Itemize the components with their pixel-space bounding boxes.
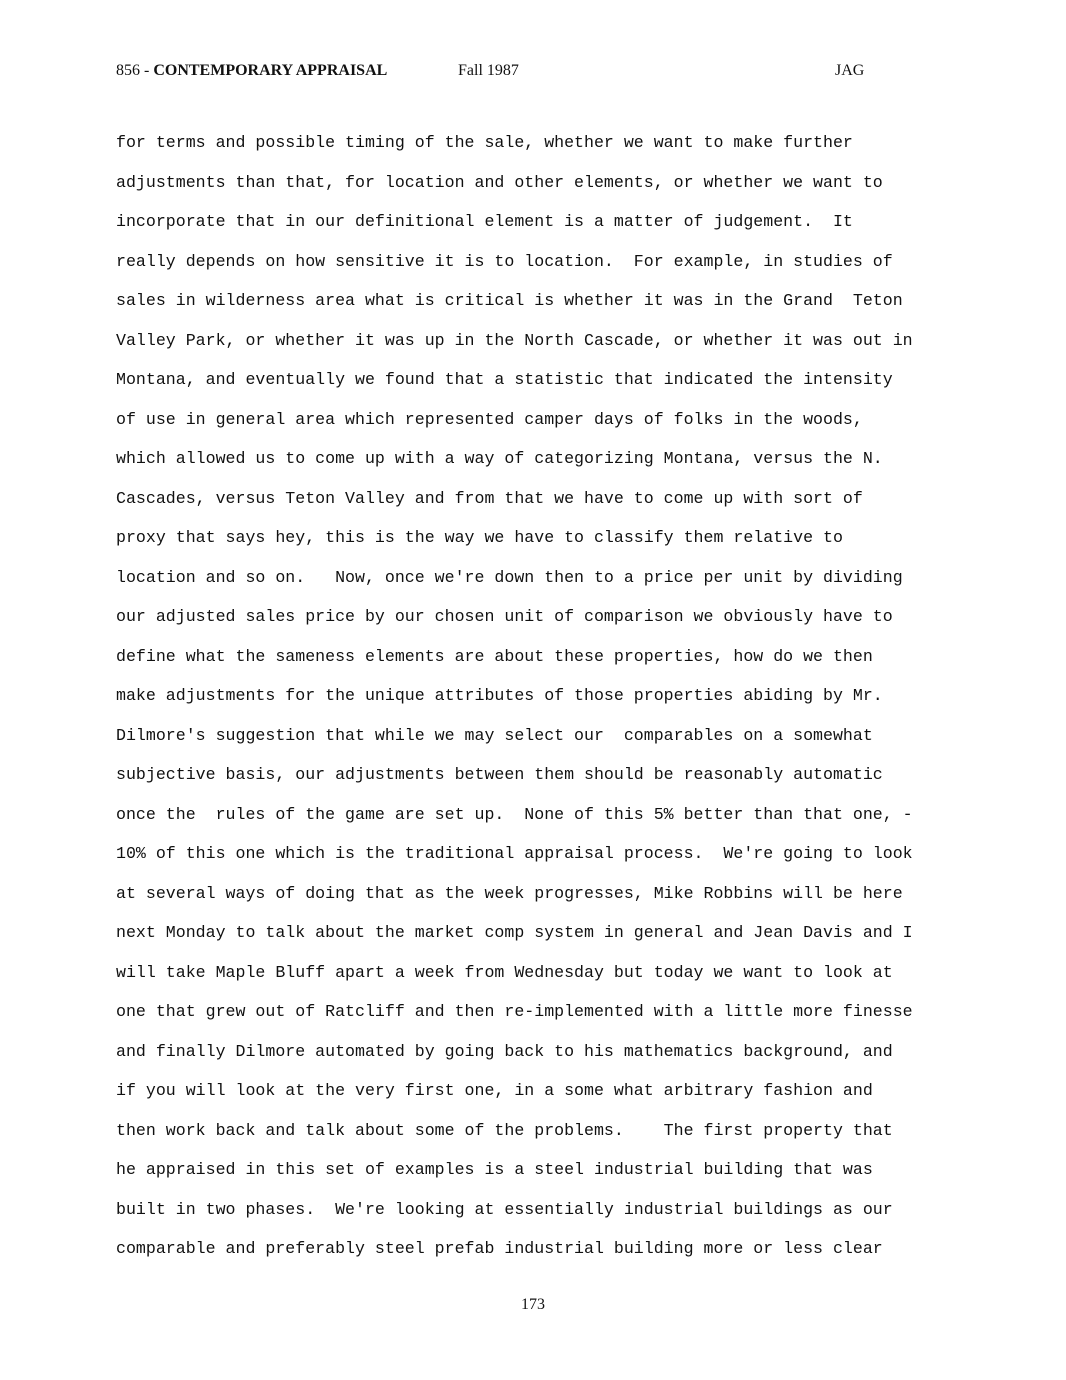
transcript-body (116, 123, 996, 1269)
text-line: next Monday to talk about the market comp system in general and Jean Davis and I (116, 923, 913, 942)
page-number: 173 (521, 1296, 545, 1313)
text-line: of use in general area which represented camper days of folks in the woods, (116, 409, 863, 429)
text-line: which allowed us to come up with a way of categorizing Montana, versus the N. (116, 449, 883, 468)
text-line: built in two phases. We're looking at essentially industrial buildings as our (116, 1199, 893, 1219)
text-line: incorporate that in our definitional element is a matter of judgement. It (116, 212, 853, 231)
text-line: adjustments than that, for location and other elements, or whether we want to (116, 172, 883, 192)
text-line: Valley Park, or whether it was up in the North Cascade, or whether it was out in (116, 330, 913, 350)
page-header (116, 62, 956, 84)
text-line: and finally Dilmore automated by going back to his mathematics background, and (116, 1041, 893, 1061)
text-line: one that grew out of Ratcliff and then re-implemented with a little more finesse (116, 1002, 913, 1021)
text-line: at several ways of doing that as the week progresses, Mike Robbins will be here (116, 883, 903, 903)
text-line: Montana, and eventually we found that a statistic that indicated the intensity (116, 370, 893, 389)
text-line: our adjusted sales price by our chosen unit of comparison we obviously have to (116, 607, 893, 626)
text-line: define what the sameness elements are about these properties, how do we then (116, 646, 873, 666)
author-initials: JAG (835, 62, 865, 79)
term-label: Fall 1987 (458, 62, 519, 79)
text-line: location and so on. Now, once we're down then to a price per unit by dividing (116, 567, 903, 587)
text-line: will take Maple Bluff apart a week from Wednesday but today we want to look at (116, 962, 893, 982)
text-line: subjective basis, our adjustments between them should be reasonably automatic (116, 765, 883, 784)
text-line: comparable and preferably steel prefab industrial building more or less clear (116, 1239, 883, 1258)
course-number: 856 - (116, 62, 154, 79)
text-line: really depends on how sensitive it is to location. For example, in studies of (116, 251, 893, 271)
course-title: CONTEMPORARY APPRAISAL (153, 62, 388, 79)
text-line: 10% of this one which is the traditional appraisal process. We're going to look (116, 844, 913, 863)
text-line: then work back and talk about some of the problems. The first property that (116, 1120, 893, 1140)
text-line: Dilmore's suggestion that while we may select our comparables on a somewhat (116, 725, 873, 745)
text-line: he appraised in this set of examples is a steel industrial building that was (116, 1160, 873, 1179)
text-line: if you will look at the very first one, in a some what arbitrary fashion and (116, 1081, 873, 1100)
text-line: make adjustments for the unique attributes of those properties abiding by Mr. (116, 686, 883, 705)
text-line: for terms and possible timing of the sale, whether we want to make further (116, 133, 853, 152)
text-line: Cascades, versus Teton Valley and from that we have to come up with sort of (116, 488, 863, 508)
course-heading (116, 62, 387, 80)
text-line: sales in wilderness area what is critical is whether it was in the Grand Teton (116, 291, 903, 310)
text-line: proxy that says hey, this is the way we have to classify them relative to (116, 528, 843, 547)
text-line: once the rules of the game are set up. None of this 5% better than that one, - (116, 804, 913, 824)
